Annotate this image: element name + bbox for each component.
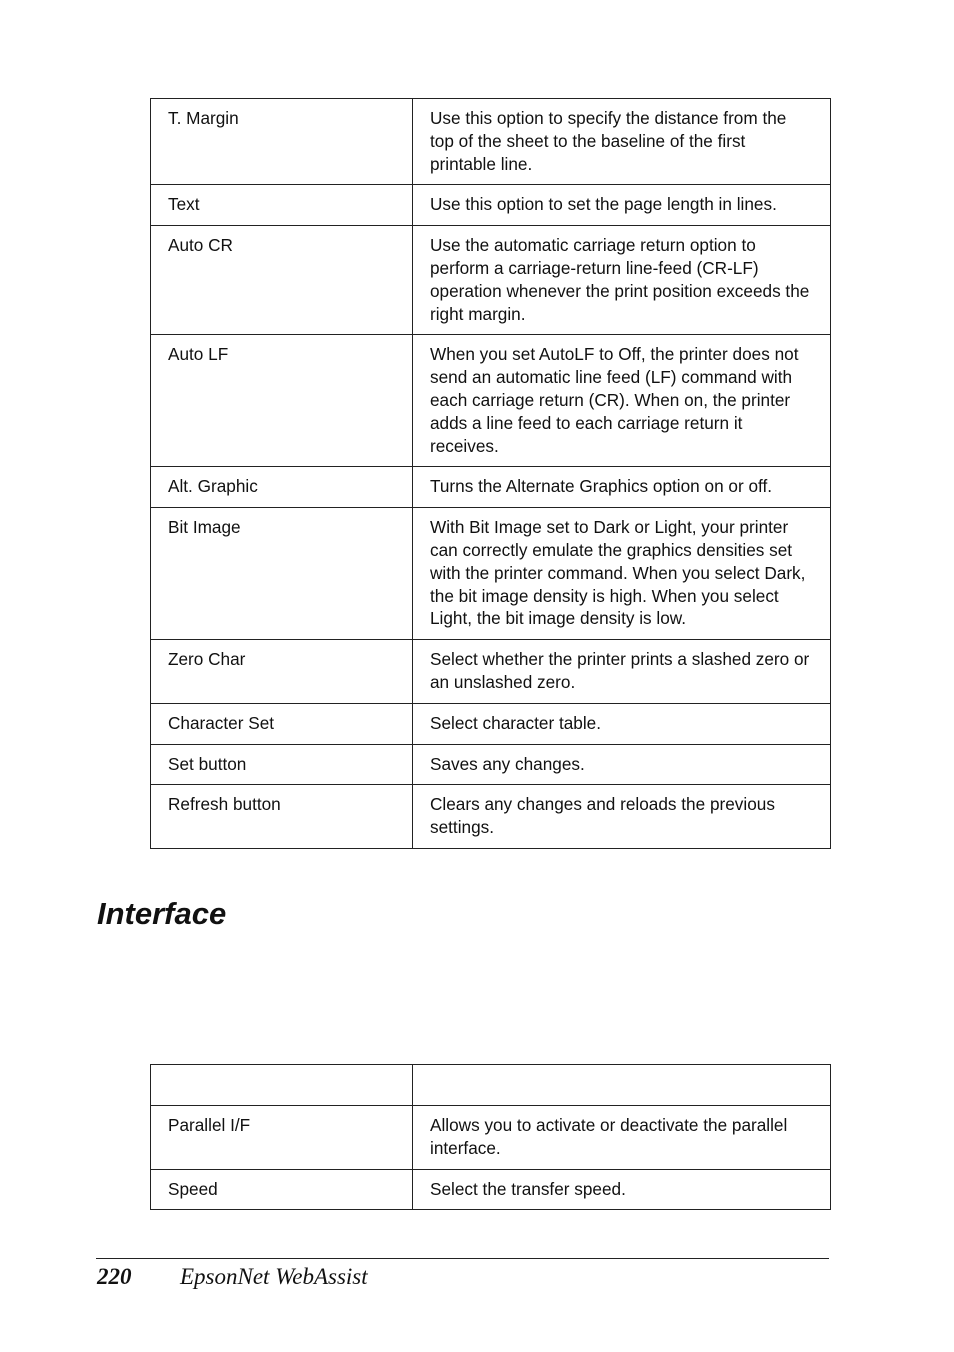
table-row — [151, 785, 831, 849]
option-description: Use this option to set the page length in lines. — [413, 185, 831, 226]
option-name: Zero Char — [151, 640, 413, 704]
table-row — [151, 1106, 831, 1170]
table-row — [151, 99, 831, 185]
option-description: Clears any changes and reloads the previous settings. — [413, 785, 831, 849]
option-name: Alt. Graphic — [151, 467, 413, 508]
option-name: Auto CR — [151, 226, 413, 335]
footer-divider — [96, 1258, 829, 1259]
option-description: Use this option to specify the distance from the top of the sheet to the baseline of the first printable line. — [413, 99, 831, 185]
option-description: With Bit Image set to Dark or Light, your printer can correctly emulate the graphics densities set with the printer command. When you select Dark, the bit image density is high. When you select Light, the bit image density is low. — [413, 508, 831, 640]
running-footer-title: EpsonNet WebAssist — [180, 1264, 368, 1289]
option-name: Refresh button — [151, 785, 413, 849]
options-table — [150, 98, 831, 849]
table-row — [151, 703, 831, 744]
table-row — [151, 508, 831, 640]
option-name: Character Set — [151, 703, 413, 744]
option-description: Select character table. — [413, 703, 831, 744]
option-description: Saves any changes. — [413, 744, 831, 785]
option-name: T. Margin — [151, 99, 413, 185]
table-row — [151, 335, 831, 467]
empty-header-cell — [413, 1065, 831, 1106]
section-heading: Interface — [97, 896, 227, 931]
option-name: Text — [151, 185, 413, 226]
table-header-row — [151, 1065, 831, 1106]
option-description: Turns the Alternate Graphics option on or off. — [413, 467, 831, 508]
table-row — [151, 744, 831, 785]
option-name: Auto LF — [151, 335, 413, 467]
table-row — [151, 1169, 831, 1210]
interface-table — [150, 1064, 831, 1210]
table-row — [151, 226, 831, 335]
option-description: Select the transfer speed. — [413, 1169, 831, 1210]
table-row — [151, 185, 831, 226]
option-description: Use the automatic carriage return option to perform a carriage-return line-feed (CR-LF) operation whenever the print position exceeds the right margin. — [413, 226, 831, 335]
table-row — [151, 467, 831, 508]
option-name: Speed — [151, 1169, 413, 1210]
empty-header-cell — [151, 1065, 413, 1106]
option-name: Bit Image — [151, 508, 413, 640]
table-row — [151, 640, 831, 704]
page-number: 220 — [97, 1264, 132, 1289]
option-description: When you set AutoLF to Off, the printer does not send an automatic line feed (LF) command with each carriage return (CR). When on, the printer adds a line feed to each carriage return it receives. — [413, 335, 831, 467]
option-name: Set button — [151, 744, 413, 785]
option-description: Select whether the printer prints a slashed zero or an unslashed zero. — [413, 640, 831, 704]
option-description: Allows you to activate or deactivate the parallel interface. — [413, 1106, 831, 1170]
option-name: Parallel I/F — [151, 1106, 413, 1170]
